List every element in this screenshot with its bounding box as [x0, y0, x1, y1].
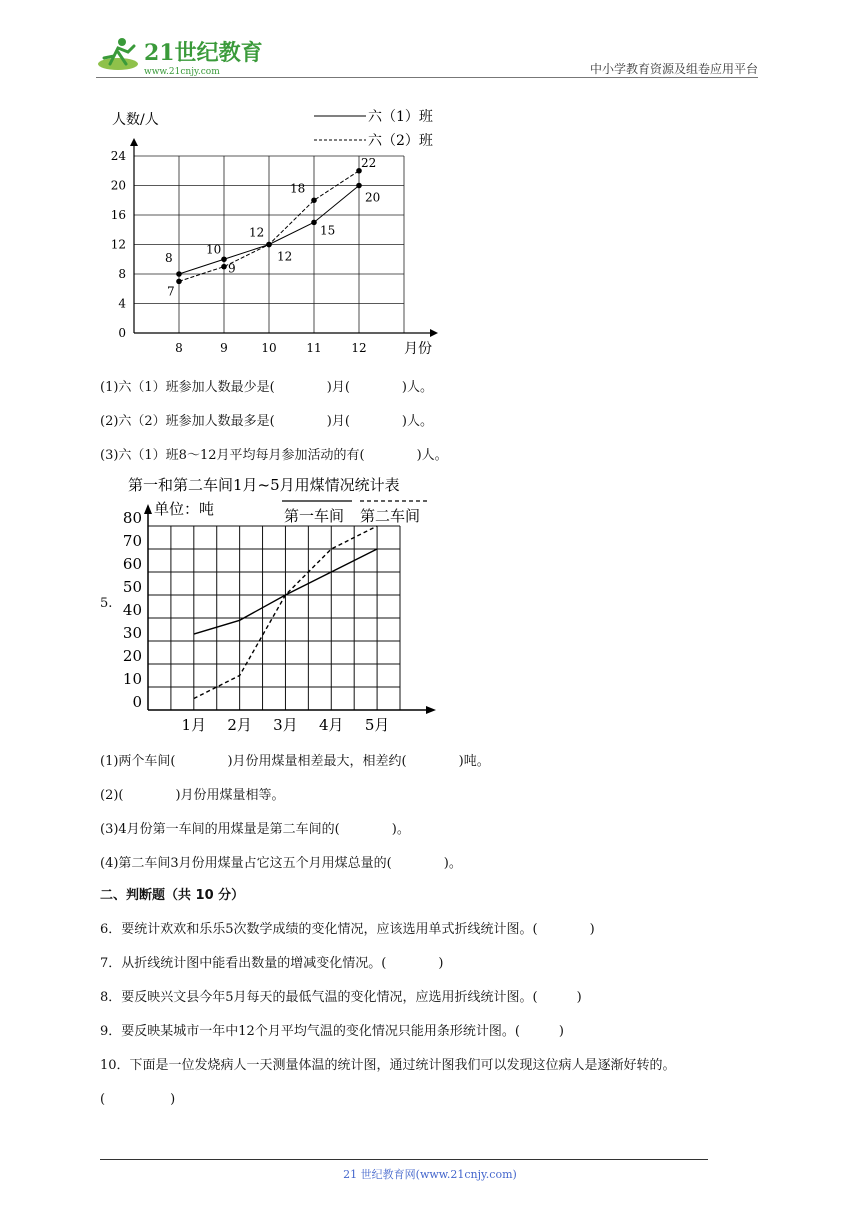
- question-5-4: (4)第二车间3月份用煤量占它这五个月用煤总量的( )。: [100, 856, 462, 871]
- data-label: 7: [167, 284, 175, 299]
- x-axis-label: 月份: [404, 341, 432, 357]
- data-label: 20: [365, 190, 381, 205]
- footer-divider: [100, 1159, 708, 1160]
- y-tick-label: 70: [122, 532, 142, 550]
- y-axis-arrow: [144, 504, 152, 514]
- section-2-title: 二、判断题（共 10 分）: [100, 888, 245, 903]
- y-tick-label: 40: [122, 601, 142, 619]
- unit-label: 单位：吨: [154, 500, 215, 518]
- data-label: 10: [206, 242, 222, 257]
- y-tick-label: 10: [122, 670, 142, 688]
- legend-label-class-1: 六（1）班: [368, 109, 433, 125]
- question-10-answer: ( ): [100, 1092, 176, 1107]
- legend-label-class-2: 六（2）班: [368, 133, 433, 149]
- data-point: [356, 183, 362, 189]
- page-header: [96, 34, 758, 78]
- question-5-3: (3)4月份第一车间的用煤量是第二车间的( )。: [100, 822, 410, 837]
- y-axis-arrow: [130, 138, 138, 146]
- data-label: 12: [249, 225, 265, 240]
- site-logo: [96, 34, 266, 78]
- question-4-2: (2)六（2）班参加人数最多是( )月( )人。: [100, 414, 433, 429]
- chart-title: 第一和第二车间1月~5月用煤情况统计表: [128, 476, 400, 494]
- data-point: [221, 256, 227, 262]
- y-tick-label: 24: [110, 149, 126, 163]
- chart-coal-usage: [112, 470, 452, 740]
- header-divider: [96, 77, 758, 78]
- data-label: 18: [290, 181, 306, 196]
- data-point: [311, 197, 317, 203]
- y-axis-label: 人数/人: [112, 112, 159, 128]
- y-tick-label: 12: [110, 237, 126, 252]
- data-point: [176, 271, 182, 277]
- question-5-1: (1)两个车间( )月份用煤量相差最大，相差约( )吨。: [100, 754, 490, 769]
- y-tick-label: 20: [122, 647, 142, 665]
- data-point: [221, 264, 227, 270]
- legend-label-workshop-2: 第二车间: [360, 507, 421, 525]
- data-label: 12: [277, 249, 293, 264]
- x-tick-label: 12: [351, 341, 367, 355]
- question-4-1: (1)六（1）班参加人数最少是( )月( )人。: [100, 380, 433, 395]
- question-4-3: (3)六（1）班8～12月平均每月参加活动的有( )人。: [100, 448, 448, 463]
- x-tick-label: 11: [306, 341, 322, 355]
- question-8: 8．要反映兴文县今年5月每天的最低气温的变化情况，应选用折线统计图。( ): [100, 990, 582, 1005]
- logo-url-text: www.21cnjy.com: [144, 67, 220, 77]
- data-label: 8: [165, 251, 173, 265]
- x-tick-label: 9: [220, 341, 228, 355]
- y-tick-label: 16: [110, 208, 126, 222]
- logo-text: 21世纪教育: [144, 40, 263, 66]
- x-tick-label: 4月: [318, 716, 344, 734]
- question-6: 6．要统计欢欢和乐乐5次数学成绩的变化情况，应该选用单式折线统计图。( ): [100, 922, 595, 937]
- data-label: 9: [228, 261, 236, 276]
- data-point: [266, 242, 272, 248]
- data-label: 15: [320, 223, 336, 238]
- y-tick-label: 20: [110, 178, 126, 193]
- question-10: 10．下面是一位发烧病人一天测量体温的统计图，通过统计图我们可以发现这位病人是逐渐好转的。: [100, 1058, 676, 1073]
- x-tick-label: 10: [261, 341, 277, 355]
- data-point: [311, 220, 317, 226]
- header-right-text: 中小学教育资源及组卷应用平台: [589, 62, 758, 76]
- x-tick-label: 1月: [181, 716, 207, 734]
- question-5-number: 5.: [100, 596, 113, 611]
- y-tick-label: 0: [118, 326, 126, 340]
- data-label: 22: [361, 155, 377, 170]
- x-axis-arrow: [430, 329, 438, 337]
- x-tick-label: 5月: [364, 716, 390, 734]
- footer-text: 21 世纪教育网(www.21cnjy.com): [343, 1168, 517, 1181]
- x-tick-label: 8: [175, 341, 183, 355]
- y-tick-label: 50: [122, 578, 142, 596]
- question-9: 9．要反映某城市一年中12个月平均气温的变化情况只能用条形统计图。( ): [100, 1024, 564, 1039]
- y-tick-label: 80: [122, 509, 142, 527]
- legend-label-workshop-1: 第一车间: [284, 507, 345, 525]
- y-tick-label: 30: [122, 624, 142, 642]
- x-tick-label: 2月: [227, 716, 252, 734]
- chart-class-participation: [100, 100, 460, 360]
- y-tick-label: 4: [118, 296, 126, 311]
- question-5-2: (2)( )月份用煤量相等。: [100, 788, 285, 803]
- y-tick-label: 60: [122, 555, 142, 573]
- x-axis-arrow: [426, 706, 436, 714]
- question-7: 7．从折线统计图中能看出数量的增减变化情况。( ): [100, 956, 444, 971]
- y-tick-label: 0: [132, 693, 142, 711]
- y-tick-label: 8: [118, 267, 126, 281]
- x-tick-label: 3月: [273, 716, 298, 734]
- data-point: [176, 279, 182, 285]
